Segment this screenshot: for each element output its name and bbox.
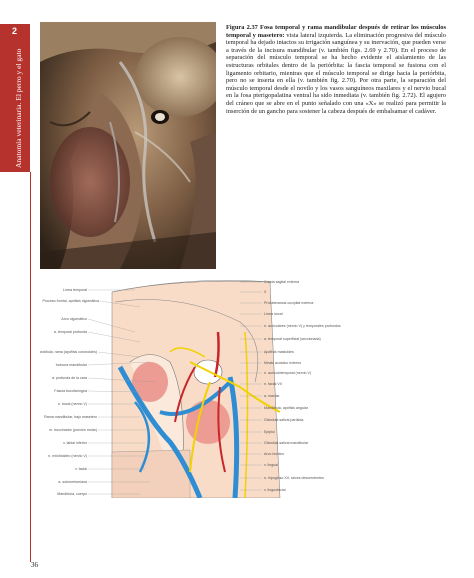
label-left-13: v. facial [75,467,87,471]
label-right-7: Meato acústico externo [264,361,302,365]
label-right-1: X [264,290,267,294]
label-right-9: n. facial VII [264,382,282,386]
label-left-4: Mandíbula, rama (apófisis coronoides) [40,350,97,354]
label-right-0: Cresta sagital externa [264,280,299,284]
label-right-5: a. temporal superficial (seccionada) [264,337,321,341]
label-right-18: v. linguofacial [264,488,286,492]
label-left-15: Mandíbula, cuerpo [57,492,87,496]
label-left-12: n. milohioideo (nervio V) [48,454,87,458]
label-right-15: Arco hioideo [264,452,284,456]
running-title: Anatomía veterinaria. El perro y el gato [14,48,23,168]
label-right-17: n. hipogloso XII, raíces descendentes [264,476,324,480]
label-right-11: Mandíbula, apófisis angular [264,406,308,410]
page-number: 36 [31,561,38,569]
label-right-8: n. auriculotemporal (nervio V) [264,371,312,375]
label-left-6: a. profunda de la cara [52,376,87,380]
label-left-7: Fascia bucofaríngea [54,389,87,393]
caption-heading: Figura 2.37 Fosa temporal y rama mandibular después de retirar los músculos temporal y masetero: [226,24,446,39]
label-right-14: Glándula salival mandibular [264,441,309,445]
label-left-2: Arco cigomático [61,317,87,321]
label-left-11: v. labial inferior [63,441,87,445]
label-left-8: n. bucal (nervio V) [57,402,87,406]
caption-body: vista lateral izquierda. La eliminación progresiva del músculo temporal ha dejado intactos su irrigación sanguínea y su inervación, que pueden verse a través de la incisura mandibular (v. también figs. 2.69 y 2.70). En el proceso de separación del músculo temporal se ha hecho evidente el aislamiento de las estructuras orbitales dentro de la periórbita: la fascia temporal se fusiona con el ligamento orbitario, mientras que el músculo temporal se dirige hacia la periórbita, pero no se inserta en ella (v. también fig. 2.70). Por otra parte, la separación del músculo temporal desde el novilo y los vasos sanguíneos maxilares y el nervio bucal en la fosa pterigopalatina ventral ha sido inmediata (v. también fig. 2.72). El agujero del cráneo que se abre en el punto señalado con una «X» se realizó para permitir la inserción de un gancho para sostener la cabeza después de embalsamar el cadáver. [226,31,446,115]
dissection-photo [40,22,216,269]
label-left-1: Proceso frontal, apófisis cigomática [42,299,99,303]
label-right-16: v. lingual [264,463,278,467]
margin-rule [30,172,31,562]
label-right-6: Apófisis mastoides [264,350,294,354]
label-right-13: Epiploi [264,430,275,434]
label-left-5: Incisura mandibular [55,363,87,367]
label-right-3: Línea nucal [264,312,283,316]
figure-caption [226,24,446,115]
label-left-9: Rama mandibular, bajo masetero [44,415,97,419]
label-right-4: n. auriculares (nervio V) y temporales profundos [264,324,341,328]
label-left-14: a. submentoniana [58,480,87,484]
label-right-10: a. maxilar [264,394,280,398]
anatomical-diagram [40,272,444,498]
label-left-3: a. temporal profunda [53,330,87,334]
chapter-number: 2 [12,26,18,36]
label-left-0: Línea temporal [63,288,87,292]
label-right-2: Protuberancia occipital externa [264,301,314,305]
label-left-10: m. buccinador (porción molar) [49,428,97,432]
label-right-12: Glándula salival parótida [264,418,304,422]
